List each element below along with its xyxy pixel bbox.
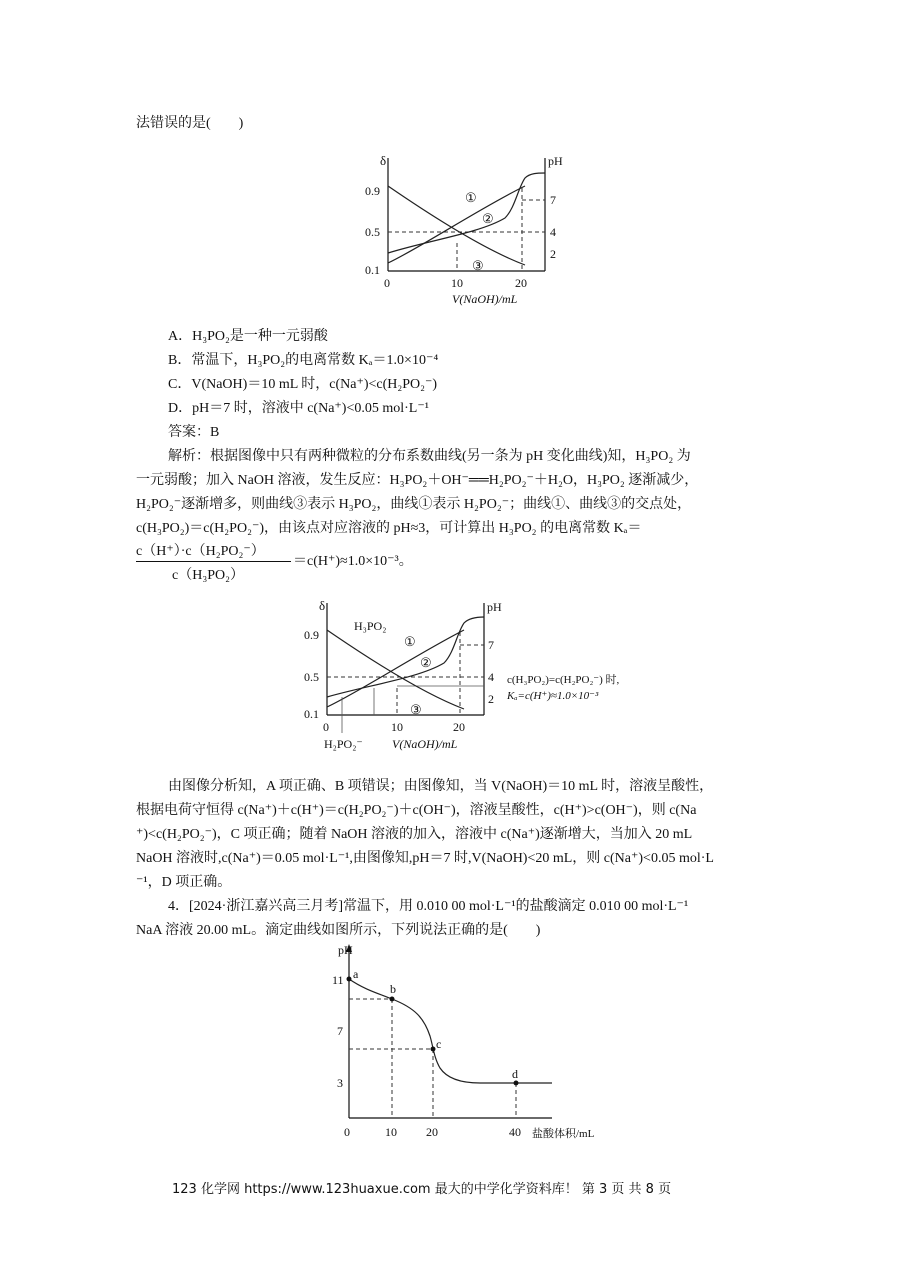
chart2-note-1: c(H₃PO₂)=c(H₂PO₂⁻) 时, bbox=[507, 674, 620, 686]
question-tail: 法错误的是( ) bbox=[136, 116, 244, 131]
option-c: C．V(NaOH)＝10 mL 时，c(Na⁺)<c(H₂PO₂⁻) bbox=[168, 377, 438, 392]
answer: 答案：B bbox=[168, 425, 220, 440]
ka-fraction bbox=[136, 540, 291, 588]
chart3-point-label: b bbox=[390, 982, 396, 996]
chart1-curve-label: ③ bbox=[472, 258, 484, 273]
chart1-ytick: 0.5 bbox=[365, 225, 380, 239]
explain-line: ⁻¹，D 项正确。 bbox=[136, 875, 232, 890]
page-footer: 123 化学网 https://www.123huaxue.com 最大的中学化学资料库！ 第 3 页 共 8 页 bbox=[172, 1182, 672, 1197]
chart1-ytick: 0.1 bbox=[365, 263, 380, 277]
chart2-label-h3po2: H₃PO₂ bbox=[354, 619, 387, 633]
chart2-xtick: 0 bbox=[323, 720, 329, 734]
explain-line: ⁺)<c(H₂PO₂⁻)，C 项正确；随着 NaOH 溶液的加入，溶液中 c(Na⁺)逐渐增大，当加入 20 mL bbox=[136, 827, 693, 842]
explain-line: NaOH 溶液时,c(Na⁺)＝0.05 mol·L⁻¹,由图像知,pH＝7 时,V(NaOH)<20 mL，则 c(Na⁺)<0.05 mol·L bbox=[136, 851, 714, 866]
explain-line: 根据电荷守恒得 c(Na⁺)＋c(H⁺)＝c(H₂PO₂⁻)＋c(OH⁻)，溶液呈酸性，c(H⁺)>c(OH⁻)，则 c(Na bbox=[136, 803, 697, 818]
option-d: D．pH＝7 时，溶液中 c(Na⁺)<0.05 mol·L⁻¹ bbox=[168, 401, 429, 416]
chart1-rtick: 2 bbox=[550, 247, 556, 261]
chart-titration bbox=[320, 938, 610, 1143]
chart1-xtick: 20 bbox=[515, 276, 527, 290]
explain-line: 由图像分析知，A 项正确、B 项错误；由图像知，当 V(NaOH)＝10 mL 时，溶液呈酸性， bbox=[168, 779, 714, 794]
chart3-ytick: 3 bbox=[337, 1076, 343, 1090]
chart-distribution-2 bbox=[302, 595, 662, 755]
analysis-line: H₂PO₂⁻逐渐增多，则曲线③表示 H₃PO₂，曲线①表示 H₂PO₂⁻；曲线①、曲线③的交点处， bbox=[136, 497, 692, 512]
chart1-x-title: V(NaOH)/mL bbox=[452, 292, 518, 306]
chart2-rtick: 4 bbox=[488, 670, 494, 684]
chart2-ytick: 0.5 bbox=[304, 670, 319, 684]
chart3-point-label: d bbox=[512, 1067, 518, 1081]
chart3-point-c bbox=[431, 1047, 436, 1052]
chart2-rtick: 7 bbox=[488, 638, 494, 652]
chart2-ytick: 0.1 bbox=[304, 707, 319, 721]
option-b: B．常温下，H₃PO₂的电离常数 Kₐ＝1.0×10⁻⁴ bbox=[168, 353, 439, 368]
chart2-ytick: 0.9 bbox=[304, 628, 319, 642]
chart2-xtick: 20 bbox=[453, 720, 465, 734]
chart1-curve-ph bbox=[388, 173, 545, 253]
chart2-note-2: Kₐ=c(H⁺)≈1.0×10⁻³ bbox=[507, 690, 599, 702]
chart2-curve-1 bbox=[327, 630, 464, 707]
fraction-tail: ＝c(H⁺)≈1.0×10⁻³。 bbox=[293, 554, 413, 569]
chart3-ytick: 11 bbox=[332, 973, 344, 987]
chart1-y-right-title: pH bbox=[548, 154, 563, 168]
chart2-y-right-title: pH bbox=[487, 600, 502, 614]
chart1-curve-label: ② bbox=[482, 211, 494, 226]
chart1-rtick: 7 bbox=[550, 193, 556, 207]
chart2-rtick: 2 bbox=[488, 692, 494, 706]
chart1-xtick: 0 bbox=[384, 276, 390, 290]
chart3-point-label: a bbox=[353, 967, 359, 981]
chart1-xtick: 10 bbox=[451, 276, 463, 290]
fraction-numerator: c（H⁺）·c（H₂PO₂⁻） bbox=[136, 544, 265, 559]
q4-line: 4．[2024·浙江嘉兴高三月考]常温下，用 0.010 00 mol·L⁻¹的盐酸滴定 0.010 00 mol·L⁻¹ bbox=[168, 899, 689, 914]
chart2-label-h2po2: H₂PO₂⁻ bbox=[324, 737, 363, 751]
chart3-point-a bbox=[347, 977, 352, 982]
analysis-line: 解析：根据图像中只有两种微粒的分布系数曲线(另一条为 pH 变化曲线)知，H₃PO₂ 为 bbox=[168, 449, 691, 464]
chart3-ytick: 7 bbox=[337, 1024, 343, 1038]
chart3-xtick: 10 bbox=[385, 1125, 397, 1139]
q4-line: NaA 溶液 20.00 mL。滴定曲线如图所示，下列说法正确的是( ) bbox=[136, 923, 541, 938]
chart2-curve-label: ③ bbox=[410, 702, 422, 717]
chart2-curve-label: ① bbox=[404, 634, 416, 649]
chart3-point-label: c bbox=[436, 1037, 442, 1051]
chart3-xtick: 0 bbox=[344, 1125, 350, 1139]
fraction-denominator: c（H₃PO₂） bbox=[172, 568, 244, 583]
chart2-x-title: V(NaOH)/mL bbox=[392, 737, 458, 751]
chart3-xtick: 20 bbox=[426, 1125, 438, 1139]
option-a: A．H₃PO₂是一种一元弱酸 bbox=[168, 329, 328, 344]
chart2-curve-label: ② bbox=[420, 655, 432, 670]
chart1-rtick: 4 bbox=[550, 225, 556, 239]
chart2-xtick: 10 bbox=[391, 720, 403, 734]
chart3-point-b bbox=[390, 997, 395, 1002]
chart3-point-d bbox=[514, 1081, 519, 1086]
chart3-x-title: 盐酸体积/mL bbox=[532, 1128, 595, 1140]
analysis-line: c(H₃PO₂)＝c(H₂PO₂⁻)，由该点对应溶液的 pH≈3，可计算出 H₃PO₂ 的电离常数 Kₐ＝ bbox=[136, 521, 642, 536]
chart2-curve-3 bbox=[327, 630, 464, 709]
chart1-curve-label: ① bbox=[465, 190, 477, 205]
chart1-y-left-title: δ bbox=[380, 153, 387, 168]
chart-distribution-1 bbox=[360, 148, 580, 308]
analysis-line: 一元弱酸；加入 NaOH 溶液，发生反应：H₃PO₂＋OH⁻══H₂PO₂⁻＋H₂O，H₃PO₂ 逐渐减少， bbox=[136, 473, 699, 488]
chart3-y-title: pH bbox=[338, 943, 353, 957]
chart3-xtick: 40 bbox=[509, 1125, 521, 1139]
chart3-curve bbox=[349, 979, 552, 1083]
chart1-ytick: 0.9 bbox=[365, 184, 380, 198]
chart2-y-left-title: δ bbox=[319, 598, 326, 613]
